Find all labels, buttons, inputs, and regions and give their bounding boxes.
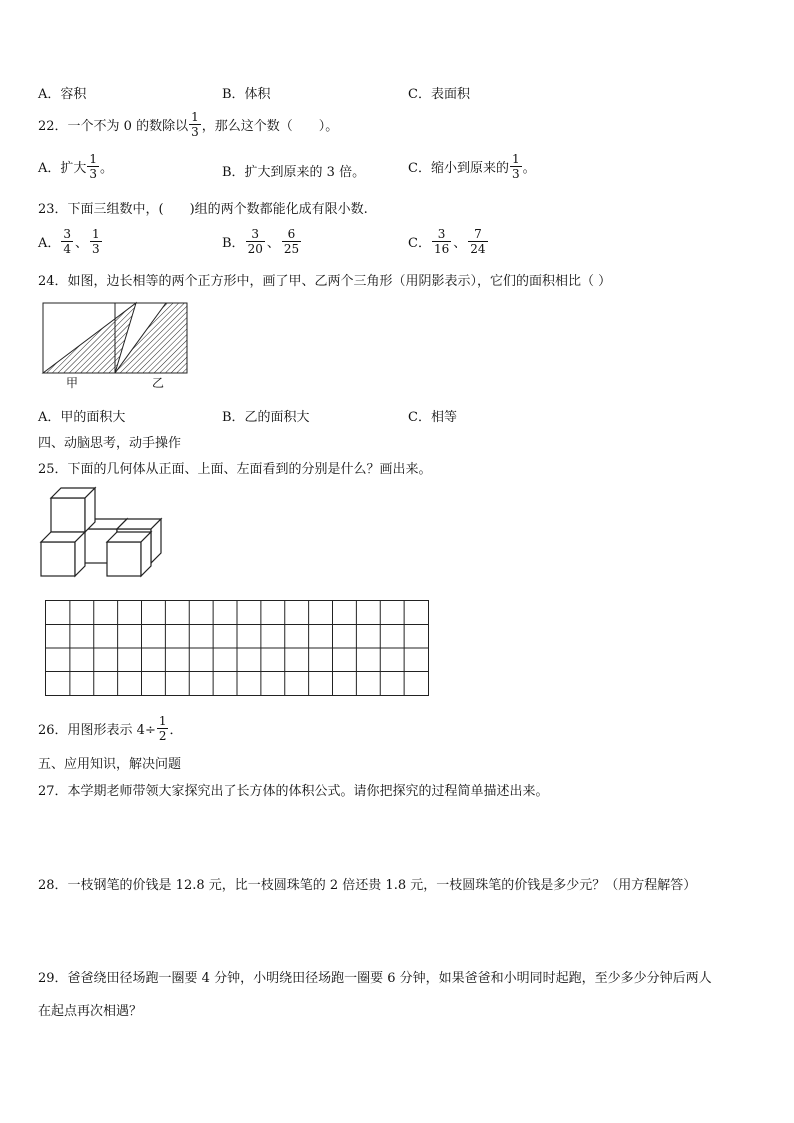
q24-squares-figure [40,300,190,392]
fraction-numerator: 1 [191,110,199,124]
fraction-denominator: 3 [92,242,100,256]
fraction-denominator: 3 [511,167,520,181]
q23-option-b [222,227,302,256]
q24-option-b: B．乙的面积大 [222,410,310,425]
fraction-numerator: 3 [437,227,446,241]
label-yi: 乙 [152,376,165,390]
q29-stem-line-2: 在起点再次相遇？ [38,1004,143,1019]
fraction-numerator: 1 [89,152,98,166]
fraction-numerator: 7 [474,227,482,241]
fraction-denominator: 3 [89,167,98,181]
fraction-numerator: 3 [251,227,260,241]
q27-stem: 27．本学期老师带领大家探究出了长方体的体积公式。请你把探究的过程简单描述出来。 [38,784,549,799]
q23-stem: 23．下面三组数中，( )组的两个数都能化成有限小数. [38,202,368,217]
q24-stem: 24．如图，边长相等的两个正方形中，画了甲、乙两个三角形（用阴影表示），它们的面积相比（ ） [38,274,612,289]
q22-stem [38,110,338,139]
fraction [246,227,265,256]
q22-option-a-before: A．扩大 [38,161,87,176]
q25-cubes-figure [38,484,168,580]
q24-option-c: C．相等 [408,410,457,425]
fraction-denominator: 24 [470,242,486,256]
q21-option-b: B．体积 [222,87,271,102]
fraction-denominator: 4 [63,242,72,256]
fraction-denominator: 16 [433,242,450,256]
q26-fraction [157,714,169,743]
q22-option-c-fraction [510,152,522,181]
option-label: A． [38,236,61,251]
q22-option-c-after: 。 [522,161,536,176]
q24-option-a: A．甲的面积大 [38,410,126,425]
q22-stem-before: 22．一个不为 0 的数除以 [38,119,189,134]
fraction-numerator: 1 [92,227,100,241]
option-label: B． [222,236,245,251]
fraction [61,227,73,256]
q25-stem: 25．下面的几何体从正面、上面、左面看到的分别是什么？画出来。 [38,462,432,477]
q22-option-b: B．扩大到原来的 3 倍。 [222,165,366,180]
fraction-numerator: 1 [511,152,520,166]
separator: 、 [453,236,467,251]
fraction [90,227,102,256]
q29-stem-line-1: 29．爸爸绕田径场跑一圈要 4 分钟，小明绕田径场跑一圈要 6 分钟，如果爸爸和小明同时起跑，至少多少分钟后两人 [38,971,712,986]
cube-front-right [107,532,151,576]
fraction-numerator: 1 [158,714,167,728]
grid-lines [46,601,428,695]
q22-option-a [38,152,113,181]
cube-front-left [41,532,85,576]
section-5-heading: 五、应用知识，解决问题 [38,757,182,772]
fraction-denominator: 25 [283,242,300,256]
q22-stem-after: ，那么这个数（ ）。 [201,119,339,134]
q26-stem [38,714,183,743]
fraction-numerator: 3 [63,227,72,241]
q22-stem-fraction [189,110,201,139]
fraction-denominator: 20 [247,242,263,256]
fraction-denominator: 3 [191,125,199,139]
label-jia: 甲 [66,376,79,390]
q21-option-a: A．容积 [38,87,87,102]
fraction [282,227,301,256]
q26-stem-after: ． [169,723,183,738]
q23-option-a [38,227,103,256]
option-label: C． [408,236,431,251]
q22-option-c [408,152,536,181]
fraction [432,227,451,256]
q28-stem: 28．一枝钢笔的价钱是 12.8 元，比一枝圆珠笔的 2 倍还贵 1.8 元，一枝圆珠笔的价钱是多少元？（用方程解答） [38,878,697,893]
section-4-heading: 四、动脑思考，动手操作 [38,436,182,451]
q22-option-a-after: 。 [100,161,114,176]
cube-top [51,488,95,532]
q22-option-a-fraction [87,152,99,181]
q26-stem-before: 26．用图形表示 4÷ [38,723,156,738]
q23-option-c [408,227,489,256]
fraction-denominator: 2 [158,729,167,743]
q22-option-c-before: C．缩小到原来的 [408,161,509,176]
q21-option-c: C．表面积 [408,87,470,102]
q25-answer-grid[interactable] [45,600,429,696]
fraction [468,227,487,256]
separator: 、 [266,236,280,251]
fraction-numerator: 6 [287,227,296,241]
separator: 、 [75,236,89,251]
